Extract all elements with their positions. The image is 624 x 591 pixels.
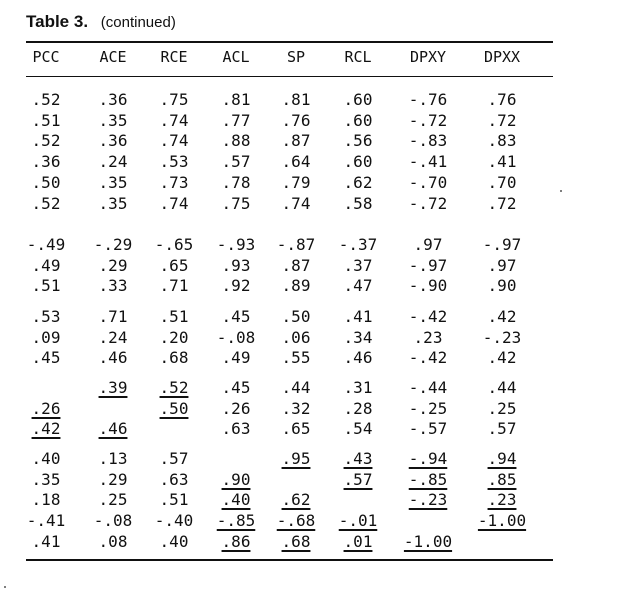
table-cell: .51	[31, 110, 61, 130]
table-cell: -.90	[408, 276, 448, 296]
table-cell: .74	[159, 193, 189, 213]
table-cell: .89	[281, 276, 311, 296]
column-header-dpxy: DPXY	[409, 48, 447, 66]
table-cell: .25	[98, 490, 128, 510]
column-header-rcl: RCL	[344, 48, 372, 66]
table-cell: .41	[343, 307, 373, 326]
table-cell: -.97	[408, 255, 448, 275]
column-header-acl: ACL	[222, 48, 250, 66]
table-cell: .46	[98, 419, 128, 439]
table-cell: .47	[343, 276, 373, 296]
table-cell: -.08	[216, 327, 256, 347]
table-cell: .81	[221, 90, 251, 109]
table-cell: .94	[487, 449, 517, 468]
table-cell: .36	[98, 131, 128, 151]
table-cell: -.97	[482, 235, 522, 254]
table-cell: .74	[159, 131, 189, 151]
table-cell: -.42	[408, 307, 448, 326]
table-cell: .52	[31, 193, 61, 213]
column-header-sp: SP	[286, 48, 306, 66]
table-cell: .42	[487, 307, 517, 326]
table-cell: .79	[281, 172, 311, 192]
table-cell: .76	[487, 90, 517, 109]
table-cell: .72	[487, 110, 517, 130]
table-cell: .63	[159, 469, 189, 489]
table-cell: .08	[98, 531, 128, 551]
table-cell: .49	[31, 255, 61, 275]
table-cell: .44	[281, 378, 311, 397]
table-cell: -.68	[276, 511, 316, 531]
table-cell: .29	[98, 469, 128, 489]
table-cell: -.29	[93, 235, 133, 254]
table-cell: .23	[413, 327, 443, 347]
table-cell: .74	[281, 193, 311, 213]
table-cell: .20	[159, 327, 189, 347]
table-cell: .37	[343, 255, 373, 275]
table-cell: -.25	[408, 398, 448, 418]
table-cell: .45	[31, 348, 61, 368]
table-cell: -.85	[216, 511, 256, 531]
table-cell: -.37	[338, 235, 378, 254]
table-cell: .64	[281, 152, 311, 172]
table-cell: .23	[487, 490, 517, 510]
table-cell: .56	[343, 131, 373, 151]
table-cell: -.72	[408, 193, 448, 213]
table-cell: -.23	[408, 490, 448, 510]
table-cell: .44	[487, 378, 517, 397]
table-cell: .51	[31, 276, 61, 296]
table-cell: .58	[343, 193, 373, 213]
table-cell: .28	[343, 398, 373, 418]
table-cell: .77	[221, 110, 251, 130]
table-cell: .06	[281, 327, 311, 347]
table-cell: .83	[487, 131, 517, 151]
table-cell: .45	[221, 307, 251, 326]
column-header-ace: ACE	[99, 48, 127, 66]
table-cell: -.57	[408, 419, 448, 439]
table-cell: .57	[159, 449, 189, 468]
table-cell: .41	[487, 152, 517, 172]
table-cell: .71	[159, 276, 189, 296]
table-caption-note: (continued)	[100, 14, 176, 31]
table-cell: .74	[159, 110, 189, 130]
table-cell: .53	[31, 307, 61, 326]
table-cell: -.65	[154, 235, 194, 254]
column-header-pcc: PCC	[32, 48, 60, 66]
table-cell: .26	[221, 398, 251, 418]
table-cell: .51	[159, 490, 189, 510]
table-cell: .57	[487, 419, 517, 439]
bottom-rule	[26, 559, 553, 561]
table-cell: .85	[487, 469, 517, 489]
table-cell: .92	[221, 276, 251, 296]
table-cell: .09	[31, 327, 61, 347]
table-cell: .93	[221, 255, 251, 275]
table-cell: .70	[487, 172, 517, 192]
table-cell: .46	[343, 348, 373, 368]
table-cell: -.72	[408, 110, 448, 130]
table-cell: -1.00	[477, 511, 527, 531]
table-cell: -.41	[408, 152, 448, 172]
table-cell: .25	[487, 398, 517, 418]
header-rule	[26, 76, 553, 77]
table-cell: .43	[343, 449, 373, 468]
table-cell: .55	[281, 348, 311, 368]
table-cell: .32	[281, 398, 311, 418]
table-cell: -.41	[26, 511, 66, 531]
table-cell: .62	[281, 490, 311, 510]
table-cell: .35	[31, 469, 61, 489]
table-cell: .52	[31, 90, 61, 109]
table-cell: .68	[159, 348, 189, 368]
table-cell: -.49	[26, 235, 66, 254]
table-cell: .33	[98, 276, 128, 296]
table-cell: .50	[281, 307, 311, 326]
table-cell: .60	[343, 110, 373, 130]
table-cell: .49	[221, 348, 251, 368]
table-cell: .36	[98, 90, 128, 109]
table-cell: .40	[31, 449, 61, 468]
table-cell: .72	[487, 193, 517, 213]
table-cell: -.93	[216, 235, 256, 254]
table-cell: -.83	[408, 131, 448, 151]
column-header-rce: RCE	[160, 48, 188, 66]
table-cell: .78	[221, 172, 251, 192]
table-cell: .26	[31, 398, 61, 418]
table-cell: .29	[98, 255, 128, 275]
table-cell: .65	[159, 255, 189, 275]
table-cell: .76	[281, 110, 311, 130]
top-rule	[26, 41, 553, 43]
table-cell: .86	[221, 531, 251, 551]
table-cell: .75	[159, 90, 189, 109]
table-cell: .90	[221, 469, 251, 489]
table-cell: -.94	[408, 449, 448, 468]
table-cell: .87	[281, 131, 311, 151]
table-cell: .71	[98, 307, 128, 326]
table-cell: .97	[487, 255, 517, 275]
table-cell: .52	[159, 378, 189, 397]
table-cell: .13	[98, 449, 128, 468]
table-cell: .50	[31, 172, 61, 192]
table-cell: .60	[343, 152, 373, 172]
table-cell: .97	[413, 235, 443, 254]
table-cell: .87	[281, 255, 311, 275]
table-cell: .60	[343, 90, 373, 109]
column-header-dpxx: DPXX	[483, 48, 521, 66]
table-cell: .24	[98, 327, 128, 347]
table-cell: -.23	[482, 327, 522, 347]
table-cell: -.70	[408, 172, 448, 192]
table-cell: .73	[159, 172, 189, 192]
table-cell: .34	[343, 327, 373, 347]
table-cell: .57	[343, 469, 373, 489]
table-cell: .31	[343, 378, 373, 397]
table-cell: .35	[98, 172, 128, 192]
table-caption	[26, 12, 176, 32]
table-cell: .46	[98, 348, 128, 368]
table-cell: .68	[281, 531, 311, 551]
table-cell: .90	[487, 276, 517, 296]
table-cell: .65	[281, 419, 311, 439]
table-cell: .01	[343, 531, 373, 551]
table-cell: .63	[221, 419, 251, 439]
scan-speck	[560, 190, 562, 192]
table-cell: -.40	[154, 511, 194, 531]
table-cell: .54	[343, 419, 373, 439]
table-cell: .39	[98, 378, 128, 397]
table-cell: .42	[487, 348, 517, 368]
table-cell: .88	[221, 131, 251, 151]
table-cell: -.44	[408, 378, 448, 397]
table-cell: .51	[159, 307, 189, 326]
table-cell: .35	[98, 193, 128, 213]
table-cell: .40	[221, 490, 251, 510]
table-cell: -.42	[408, 348, 448, 368]
table-cell: .95	[281, 449, 311, 468]
table-label: Table 3.	[26, 12, 89, 31]
table-cell: .24	[98, 152, 128, 172]
table-cell: -.87	[276, 235, 316, 254]
table-cell: .52	[31, 131, 61, 151]
table-cell: .62	[343, 172, 373, 192]
table-cell: .41	[31, 531, 61, 551]
table-cell: .45	[221, 378, 251, 397]
table-cell: .53	[159, 152, 189, 172]
table-cell: .40	[159, 531, 189, 551]
table-cell: -.01	[338, 511, 378, 531]
table-cell: .18	[31, 490, 61, 510]
table-cell: .42	[31, 419, 61, 439]
table-cell: .50	[159, 398, 189, 418]
scan-speck	[4, 586, 6, 588]
table-cell: .57	[221, 152, 251, 172]
table-cell: -1.00	[403, 531, 453, 551]
table-cell: .75	[221, 193, 251, 213]
table-cell: -.85	[408, 469, 448, 489]
table-cell: .81	[281, 90, 311, 109]
table-cell: -.08	[93, 511, 133, 531]
table-cell: .36	[31, 152, 61, 172]
table-cell: .35	[98, 110, 128, 130]
table-cell: -.76	[408, 90, 448, 109]
